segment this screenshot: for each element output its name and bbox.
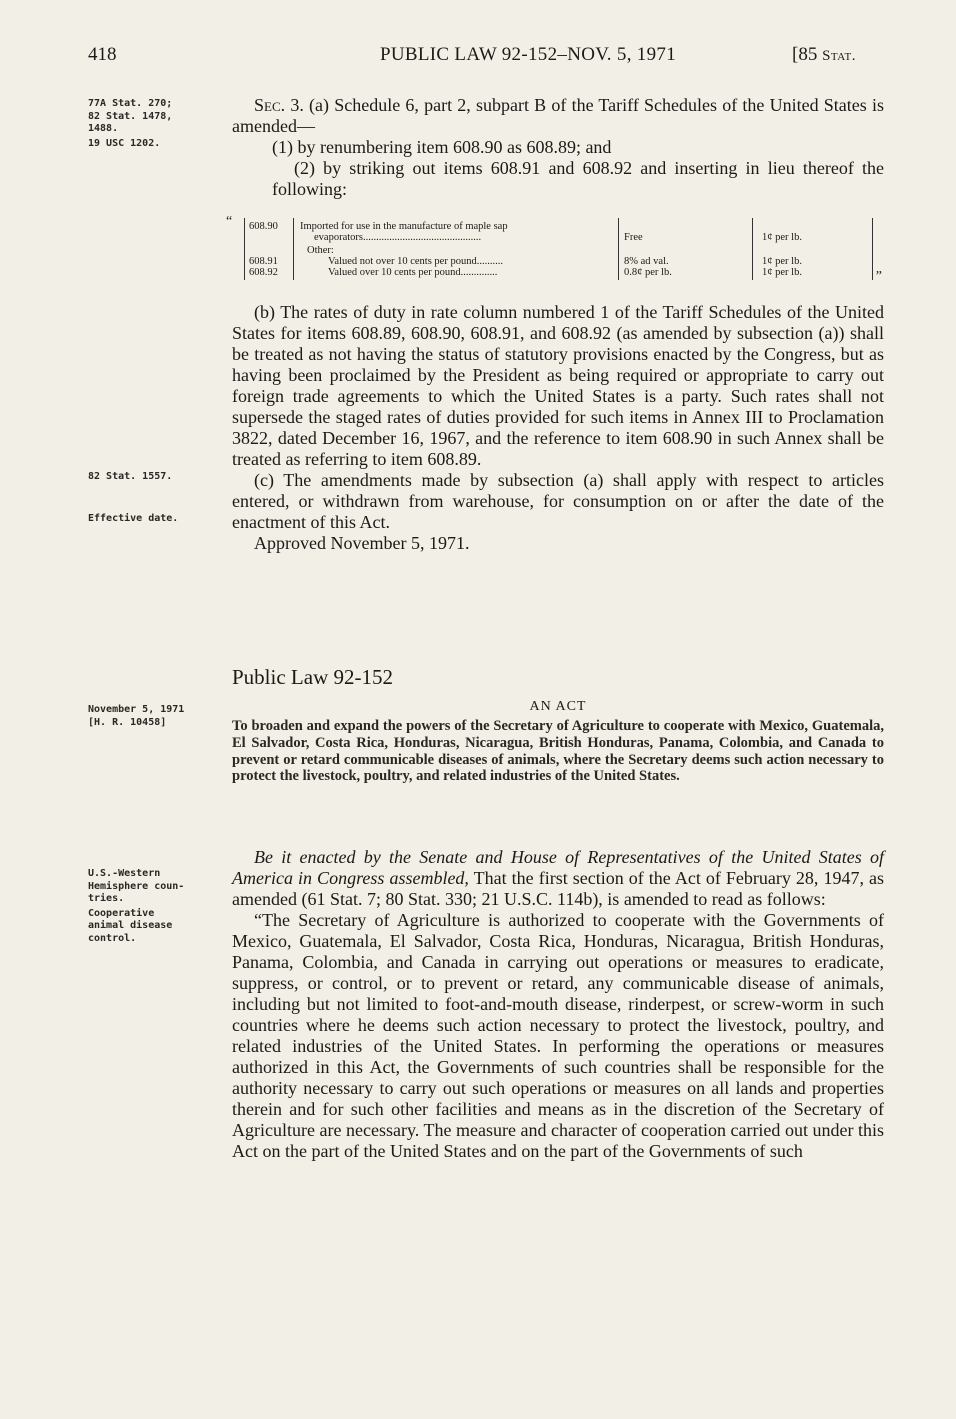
page-number: 418 <box>88 44 117 65</box>
tariff-table <box>226 214 884 284</box>
table-desc: evaporators............................................. <box>314 232 482 243</box>
section-3 <box>232 95 884 200</box>
enacting-body <box>232 847 884 1162</box>
table-col1: 8% ad val. <box>624 256 669 267</box>
table-desc: Imported for use in the manufacture of maple sap <box>300 221 508 232</box>
sec3-item-1: (1) by renumbering item 608.90 as 608.89; and <box>272 137 612 157</box>
para-c: (c) The amendments made by subsection (a) shall apply with respect to articles entered, or withdrawn from warehouse, for consumption on or after the date of the enactment of this Act. <box>232 470 884 532</box>
table-item: 608.92 <box>249 267 278 278</box>
table-desc: Valued over 10 cents per pound.............. <box>328 267 498 278</box>
table-desc: Valued not over 10 cents per pound.......... <box>328 256 503 267</box>
enacting-clause: Be it enacted by the Senate and House of Representatives of the United States of America in Congress assembled, <box>232 847 884 888</box>
approved-date: Approved November 5, 1971. <box>254 533 470 553</box>
margin-note-subject: U.S.-Western Hemisphere coun- tries. Cooperative animal disease control. <box>88 868 185 944</box>
running-title: PUBLIC LAW 92-152–NOV. 5, 1971 <box>380 44 677 65</box>
table-rule <box>244 218 245 280</box>
enacting-paragraph: Be it enacted by the Senate and House of Representatives of the United States of America in Congress assembled, That the first section of the Act of February 28, 1947, as amended (61 Stat. 7; 80 Stat. 330; 21 U.S.C. 114b), is amended to read as follows: <box>232 847 885 909</box>
table-col1: 0.8¢ per lb. <box>624 267 672 278</box>
table-col2: 1¢ per lb. <box>762 267 802 278</box>
table-rule <box>618 218 619 280</box>
margin-note-bill: November 5, 1971 [H. R. 10458] <box>88 704 185 728</box>
para-b: (b) The rates of duty in rate column numbered 1 of the Tariff Schedules of the United States for items 608.89, 608.90, 608.91, and 608.92 (as amended by subsection (a)) shall be treated as not having the status of statutory provisions enacted by the Congress, but as having been proclaimed by the President as being required or appropriate to carry out foreign trade agreements to which the United States is a party. Such rates shall not supersede the staged rates of duties provided for such items in Annex III to Proclamation 3822, dated December 16, 1967, and the reference to item 608.90 in such Annex shall be treated as referring to item 608.89. <box>232 302 884 469</box>
table-close-quote: ” <box>875 268 882 284</box>
margin-note-citations: 77A Stat. 270; 82 Stat. 1478, 1488. 19 USC 1202. <box>88 98 173 149</box>
quoted-section: “The Secretary of Agriculture is authorized to cooperate with the Governments of Mexico, Guatemala, El Salvador, Costa Rica, Honduras, Nicaragua, British Honduras, Panama, Colombia, and Canada in carrying out operations or measures to eradicate, suppress, or control, or to prevent or retard, any communicable disease of animals, including but not limited to foot-and-mouth disease, rinderpest, or screw-worm in such countries where he deems such action necessary to protect the livestock, poultry, and related industries of the United States. In performing the operations or measures authorized in this Act, the Governments of such countries shall be responsible for the authority necessary to carry out such operations or measures on all lands and properties therein and for such other facilities and means as in the discretion of the Secretary of Agriculture are necessary. The measure and character of cooperation carried out under this Act on the part of the United States and on the part of the Governments of such <box>232 910 884 1161</box>
table-rule <box>293 218 294 280</box>
table-col2: 1¢ per lb. <box>762 232 802 243</box>
an-act-heading: AN ACT <box>529 699 587 714</box>
page-header <box>0 44 956 68</box>
table-rule <box>752 218 753 280</box>
public-law-title: Public Law 92-152 <box>232 665 393 689</box>
table-open-quote: “ <box>226 214 233 229</box>
section-3-cont <box>232 302 884 554</box>
margin-note-stat: 82 Stat. 1557. <box>88 471 173 482</box>
table-col1: Free <box>624 232 643 243</box>
table-item: 608.91 <box>249 256 278 267</box>
table-rule <box>872 218 873 280</box>
sec3-intro: Sec. 3. (a) Schedule 6, part 2, subpart B of the Tariff Schedules of the United States is amended— <box>232 95 884 136</box>
table-item: 608.90 <box>249 221 278 232</box>
table-col2: 1¢ per lb. <box>762 256 802 267</box>
sec3-item-2: (2) by striking out items 608.91 and 608.92 and inserting in lieu thereof the following: <box>272 158 884 199</box>
statute-volume: [85 Stat. <box>792 44 856 65</box>
act-purpose: To broaden and expand the powers of the Secretary of Agriculture to cooperate with Mexico, Guatemala, El Salvador, Costa Rica, Honduras, Nicaragua, British Honduras, Panama, Colombia, and Canada to prevent or retard communicable diseases of animals, where the Secretary deems such action necessary to protect the livestock, poultry, and related industries of the United States. <box>232 718 884 785</box>
table-desc: Other: <box>307 245 334 256</box>
margin-note-effective-date: Effective date. <box>88 513 179 524</box>
